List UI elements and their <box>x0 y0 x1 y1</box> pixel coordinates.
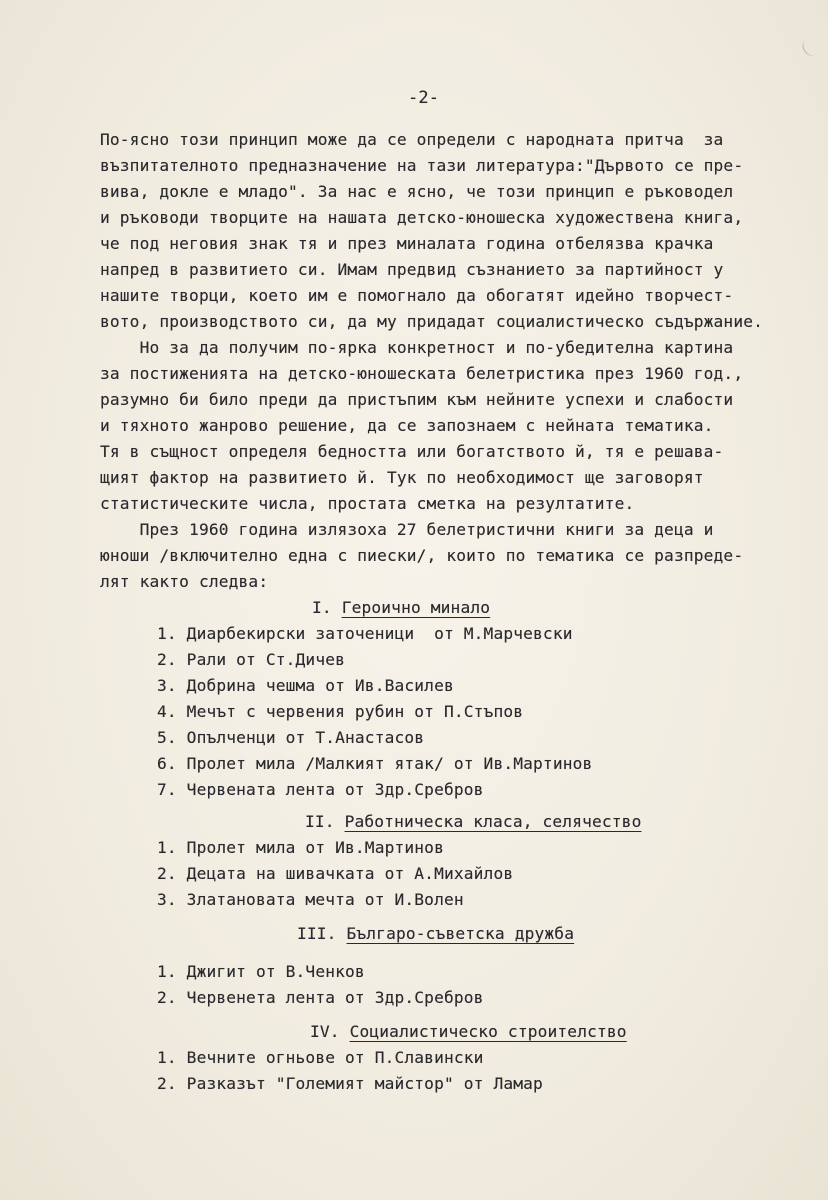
section-heading <box>310 1022 627 1041</box>
paragraph-3-line: юноши /включително една с пиески/, които по тематика се разпреде- <box>100 546 744 565</box>
paragraph-2-line: Тя в същност определя бедността или богатството й, тя е решава- <box>100 442 724 461</box>
paragraph-1-line: вива, докле е младо". За нас е ясно, че този принцип е ръководел <box>100 182 734 201</box>
list-item: 2. Червенета лента от Здр.Сребров <box>157 988 484 1007</box>
section-title: Героично минало <box>341 598 491 617</box>
paragraph-2-line: щият фактор на развитието й. Тук по необходимост ще заговорят <box>100 468 704 487</box>
list-item: 1. Диарбекирски заточеници от М.Марчевски <box>157 624 573 643</box>
section-numeral: II. <box>305 812 335 831</box>
list-item: 1. Джигит от В.Ченков <box>157 962 365 981</box>
paragraph-3-line: През 1960 година излязоха 27 белетристични книги за деца и <box>100 520 714 539</box>
paragraph-2-line: разумно би било преди да пристъпим към нейните успехи и слабости <box>100 390 734 409</box>
paragraph-2-line: статистическите числа, простата сметка на резултатите. <box>100 494 635 513</box>
section-heading <box>305 812 641 831</box>
list-item: 1. Пролет мила от Ив.Мартинов <box>157 838 444 857</box>
list-item: 6. Пролет мила /Малкият ятак/ от Ив.Мартинов <box>157 754 593 773</box>
list-item: 7. Червената лента от Здр.Сребров <box>157 780 484 799</box>
list-item: 2. Децата на шивачката от А.Михайлов <box>157 864 514 883</box>
list-item: 3. Добрина чешма от Ив.Василев <box>157 676 454 695</box>
list-item: 1. Вечните огньове от П.Славински <box>157 1048 484 1067</box>
paragraph-1-line: нашите творци, което им е помогнало да обогатят идейно творчест- <box>100 286 734 305</box>
section-heading <box>312 598 490 617</box>
paragraph-3-line: лят както следва: <box>100 572 269 591</box>
section-heading <box>297 924 574 943</box>
paragraph-2-line: и тяхното жанрово решение, да се запознаем с нейната тематика. <box>100 416 714 435</box>
section-numeral: III. <box>297 924 337 943</box>
paragraph-1-line: напред в развитието си. Имам предвид съзнанието за партийност у <box>100 260 724 279</box>
paragraph-1-line: По-ясно този принцип може да се определи с народната притча за <box>100 130 724 149</box>
section-title: Социалистическо строителство <box>349 1022 627 1041</box>
list-item: 3. Златановата мечта от И.Волен <box>157 890 464 909</box>
list-item: 5. Опълченци от Т.Анастасов <box>157 728 425 747</box>
section-numeral: IV. <box>310 1022 340 1041</box>
paragraph-2-line: за постиженията на детско-юношеската белетристика през 1960 год., <box>100 364 744 383</box>
list-item: 2. Рали от Ст.Дичев <box>157 650 346 669</box>
page-number: -2- <box>408 88 440 108</box>
section-numeral: I. <box>312 598 332 617</box>
paragraph-1-line: възпитателното предназначение на тази литература:"Дървото се пре- <box>100 156 744 175</box>
paragraph-2-line: Но за да получим по-ярка конкретност и по-убедителна картина <box>100 338 734 357</box>
paragraph-1-line: че под неговия знак тя и през миналата година отбелязва крачка <box>100 234 714 253</box>
paragraph-1-line: вото, производството си, да му придадат социалистическо съдържание. <box>100 312 764 331</box>
paper-crease-mark <box>800 35 822 58</box>
section-title: Работническа класа, селячество <box>344 812 642 831</box>
section-title: Българо-съветска дружба <box>346 924 575 943</box>
paragraph-1-line: и ръководи творците на нашата детско-юношеска художествена книга, <box>100 208 744 227</box>
list-item: 2. Разказът "Големият майстор" от Ламар <box>157 1074 543 1093</box>
list-item: 4. Мечът с червения рубин от П.Стъпов <box>157 702 524 721</box>
